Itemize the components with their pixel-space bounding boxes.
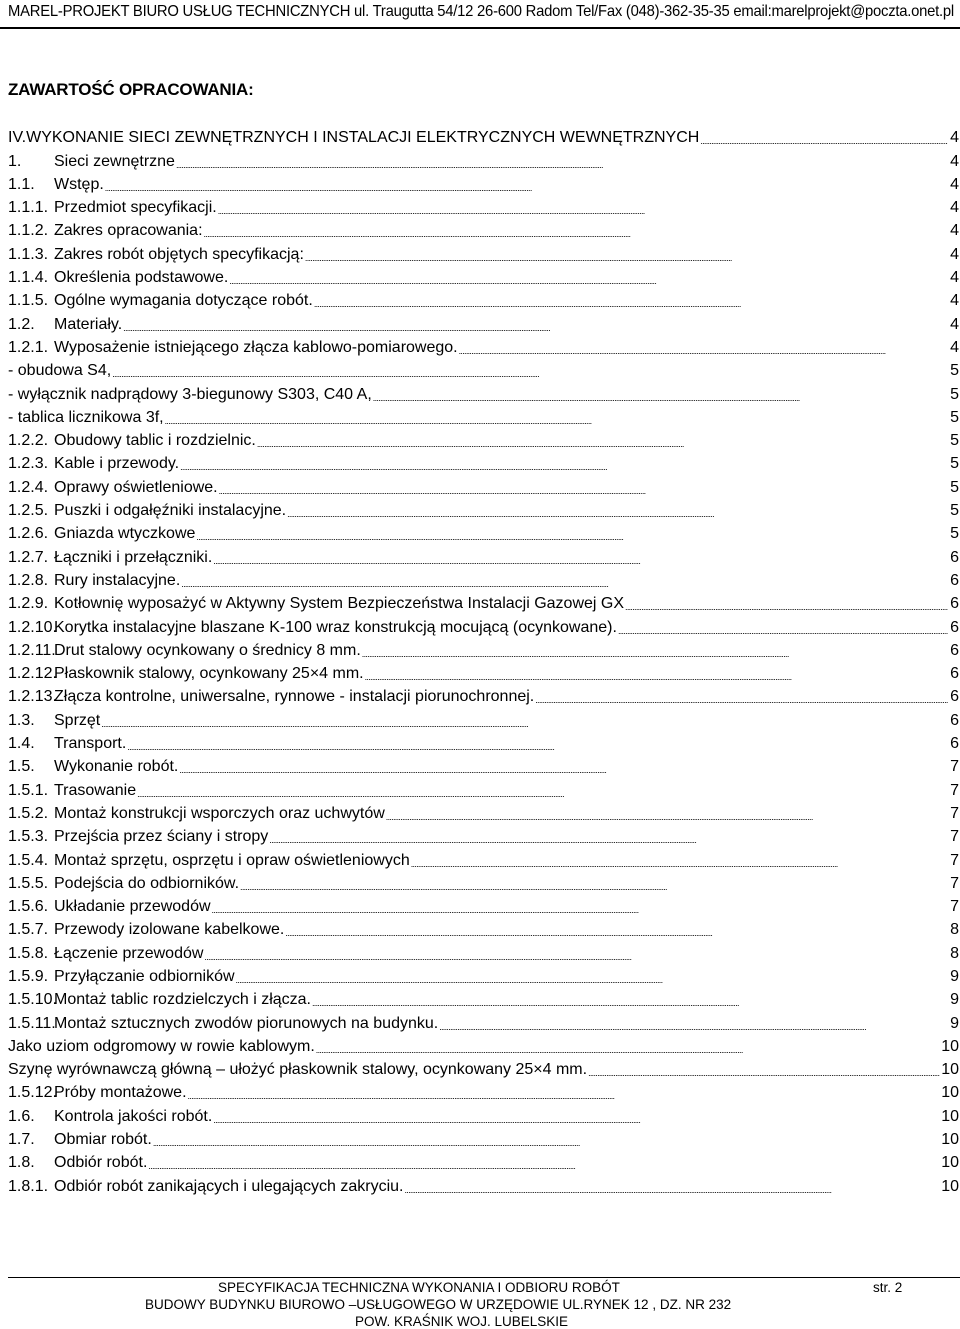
toc-entry-number: 1.7.	[8, 1131, 35, 1149]
footer-divider	[8, 1277, 960, 1278]
toc-dot-leader	[219, 481, 948, 497]
toc-entry-number: 1.2.8.	[8, 571, 49, 589]
toc-dot-leader	[386, 807, 948, 823]
toc-entry-number: 1.6.	[8, 1107, 35, 1125]
toc-entry-title: Przejścia przez ściany i stropy	[54, 828, 269, 846]
footer-line-2: BUDOWY BUDYNKU BIUROWO –USŁUGOWEGO W URZĘDOWIE UL.RYNEK 12 , DZ. NR 232	[145, 1297, 732, 1312]
toc-entry-title: Montaż sztucznych zwodów piorunowych na budynku.	[54, 1014, 439, 1032]
toc-entry-title: Przedmiot specyfikacji.	[54, 199, 217, 217]
toc-entry[interactable]	[8, 870, 959, 893]
toc-dot-leader	[176, 155, 948, 171]
toc-entry[interactable]	[8, 473, 959, 496]
toc-entry-title: Oprawy oświetleniowe.	[54, 478, 218, 496]
toc-entry-number: 1.1.2.	[8, 222, 49, 240]
toc-dot-leader	[405, 1180, 941, 1196]
toc-entry-page: 6	[950, 618, 959, 636]
toc-dot-leader	[218, 201, 948, 217]
toc-dot-leader	[179, 760, 948, 776]
toc-entry-title: IV.WYKONANIE SIECI ZEWNĘTRZNYCH I INSTALACJI ELEKTRYCZNYCH WEWNĘTRZNYCH	[8, 129, 700, 147]
toc-entry-number: 1.2.5.	[8, 502, 49, 520]
toc-entry-number: 1.2.13.	[8, 688, 57, 706]
toc-entry-number: 1.5.	[8, 758, 35, 776]
toc-dot-leader	[257, 434, 948, 450]
toc-entry[interactable]	[8, 264, 959, 287]
toc-entry-page: 7	[950, 874, 959, 892]
toc-entry-title: Transport.	[54, 735, 127, 753]
toc-entry[interactable]	[8, 1102, 959, 1125]
toc-dot-leader	[459, 341, 948, 357]
toc-entry-page: 4	[950, 222, 959, 240]
toc-entry-number: 1.2.12.	[8, 665, 57, 683]
toc-entry[interactable]	[8, 637, 959, 660]
toc-entry-number: 1.2.3.	[8, 455, 49, 473]
toc-entry-title: Obudowy tablic i rozdzielnic.	[54, 432, 256, 450]
toc-entry-page: 10	[941, 1107, 959, 1125]
toc-entry-page: 9	[950, 967, 959, 985]
toc-entry-number: 1.5.2.	[8, 804, 49, 822]
toc-dot-leader	[204, 947, 948, 963]
toc-dot-leader	[188, 1086, 941, 1102]
toc-entry-number: 1.8.1.	[8, 1177, 49, 1195]
toc-entry-number: 1.5.11.	[8, 1014, 56, 1032]
toc-dot-leader	[285, 923, 948, 939]
toc-entry-title: Podejścia do odbiorników.	[54, 874, 240, 892]
toc-entry-title: Sprzęt	[54, 711, 101, 729]
toc-entry-title: Gniazda wtyczkowe	[54, 525, 196, 543]
toc-entry-title: Określenia podstawowe.	[54, 269, 229, 287]
toc-entry-page: 8	[950, 944, 959, 962]
toc-entry-title: Trasowanie	[54, 781, 137, 799]
toc-entry[interactable]	[8, 1172, 959, 1195]
toc-dot-leader	[373, 388, 948, 404]
toc-entry-title: Łączniki i przełączniki.	[54, 548, 213, 566]
header-divider	[0, 27, 960, 29]
toc-entry-page: 10	[941, 1177, 959, 1195]
toc-entry-page: 4	[950, 292, 959, 310]
toc-entry-title: Montaż tablic rozdzielczych i złącza.	[54, 991, 311, 1009]
toc-entry-page: 10	[941, 1061, 959, 1079]
toc-entry-page: 5	[950, 502, 959, 520]
toc-entry-page: 4	[950, 338, 959, 356]
footer-line-1: SPECYFIKACJA TECHNICZNA WYKONANIA I ODBIORU ROBÓT	[218, 1280, 620, 1295]
toc-entry[interactable]	[8, 776, 959, 799]
toc-entry-page: 9	[950, 1014, 959, 1032]
toc-entry-page: 4	[950, 315, 959, 333]
toc-dot-leader	[305, 248, 948, 264]
toc-entry-title: Kotłownię wyposażyć w Aktywny System Bezpieczeństwa Instalacji Gazowej GX	[54, 595, 625, 613]
toc-entry-title: - wyłącznik nadprądowy 3-biegunowy S303, C40 A,	[8, 385, 372, 403]
toc-dot-leader	[535, 690, 948, 706]
toc-dot-leader	[439, 1017, 948, 1033]
toc-entry-page: 5	[950, 385, 959, 403]
toc-entry[interactable]	[8, 497, 959, 520]
toc-entry-number: 1.8.	[8, 1154, 35, 1172]
toc-entry-page: 6	[950, 665, 959, 683]
toc-entry-title: Korytka instalacyjne blaszane K-100 wraz konstrukcją mocującą (ocynkowane).	[54, 618, 617, 636]
toc-entry-number: 1.2.1.	[8, 338, 49, 356]
toc-dot-leader	[240, 877, 948, 893]
toc-entry-page: 10	[941, 1154, 959, 1172]
toc-entry[interactable]	[8, 963, 959, 986]
toc-entry-page: 4	[950, 245, 959, 263]
toc-entry-title: Próby montażowe.	[54, 1084, 187, 1102]
toc-dot-leader	[148, 1156, 940, 1172]
page-number: str. 2	[873, 1280, 903, 1295]
toc-entry[interactable]	[8, 1149, 959, 1172]
toc-entry-number: 1.5.3.	[8, 828, 49, 846]
toc-entry-number: 1.2.9.	[8, 595, 49, 613]
toc-entry-page: 4	[950, 199, 959, 217]
toc-entry-number: 1.	[8, 152, 22, 170]
toc-entry-title: Drut stalowy ocynkowany o średnicy 8 mm.	[54, 641, 361, 659]
toc-entry-page: 5	[950, 408, 959, 426]
toc-entry-number: 1.1.3.	[8, 245, 49, 263]
toc-entry-title: Rury instalacyjne.	[54, 571, 181, 589]
toc-entry-page: 5	[950, 432, 959, 450]
toc-entry[interactable]	[8, 357, 959, 380]
toc-entry[interactable]	[8, 800, 959, 823]
header-company-info: MAREL-PROJEKT BIURO USŁUG TECHNICZNYCH ul. Traugutta 54/12 26-600 Radom Tel/Fax (048)-362-35-35 email:marelprojekt@poczta.onet.pl	[8, 3, 954, 20]
toc-entry-number: 1.5.4.	[8, 851, 49, 869]
toc-entry-page: 7	[950, 804, 959, 822]
toc-entry-page: 7	[950, 851, 959, 869]
toc-entry[interactable]	[8, 753, 959, 776]
toc-entry-page: 6	[950, 688, 959, 706]
toc-entry[interactable]	[8, 380, 959, 403]
toc-entry-title: - tablica licznikowa 3f,	[8, 408, 164, 426]
toc-entry-title: Montaż sprzętu, osprzętu i opraw oświetleniowych	[54, 851, 410, 869]
toc-entry-title: Montaż konstrukcji wsporczych oraz uchwytów	[54, 804, 385, 822]
toc-dot-leader	[105, 178, 948, 194]
toc-entry-number: 1.5.6.	[8, 898, 49, 916]
toc-dot-leader	[365, 667, 948, 683]
toc-dot-leader	[213, 551, 948, 567]
toc-entry-title: Kable i przewody.	[54, 455, 180, 473]
toc-entry-title: Zakres robót objętych specyfikacją:	[54, 245, 304, 263]
footer-line-3: POW. KRAŚNIK WOJ. LUBELSKIE	[355, 1314, 569, 1329]
toc-entry-number: 1.5.12.	[8, 1084, 57, 1102]
toc-entry[interactable]	[8, 1079, 959, 1102]
toc-entry-page: 4	[950, 175, 959, 193]
toc-entry-page: 7	[950, 781, 959, 799]
toc-entry[interactable]	[8, 1056, 959, 1079]
toc-dot-leader	[153, 1133, 940, 1149]
toc-entry-title: Zakres opracowania:	[54, 222, 203, 240]
toc-entry-title: Sieci zewnętrzne	[54, 152, 175, 170]
toc-entry-title: Jako uziom odgromowy w rowie kablowym.	[8, 1037, 315, 1055]
toc-entry-number: 1.5.9.	[8, 967, 49, 985]
toc-entry-page: 6	[950, 548, 959, 566]
toc-entry-number: 1.2.2.	[8, 432, 49, 450]
table-of-contents	[8, 124, 959, 1196]
toc-entry-title: Przyłączanie odbiorników	[54, 967, 235, 985]
toc-entry[interactable]	[8, 1033, 959, 1056]
toc-entry-number: 1.2.11.	[8, 641, 56, 659]
toc-entry-title: Wstęp.	[54, 175, 104, 193]
toc-dot-leader	[181, 574, 948, 590]
toc-dot-leader	[101, 714, 948, 730]
toc-entry-page: 4	[950, 152, 959, 170]
toc-entry-title: Materiały.	[54, 315, 123, 333]
toc-entry[interactable]	[8, 1009, 959, 1032]
toc-dot-leader	[269, 830, 948, 846]
toc-entry-number: 1.5.7.	[8, 921, 49, 939]
toc-entry[interactable]	[8, 520, 959, 543]
toc-entry[interactable]	[8, 613, 959, 636]
toc-entry-page: 5	[950, 525, 959, 543]
toc-entry-title: Złącza kontrolne, uniwersalne, rynnowe - instalacji piorunochronnej.	[54, 688, 535, 706]
toc-dot-leader	[362, 644, 948, 660]
toc-entry-page: 7	[950, 898, 959, 916]
toc-dot-leader	[196, 527, 948, 543]
toc-entry-page: 5	[950, 455, 959, 473]
page-footer	[0, 1280, 960, 1329]
page-header	[0, 0, 960, 24]
toc-entry[interactable]	[8, 194, 959, 217]
toc-dot-leader	[314, 294, 948, 310]
toc-entry[interactable]	[8, 590, 959, 613]
toc-dot-leader	[411, 854, 948, 870]
toc-entry-page: 4	[950, 269, 959, 287]
toc-entry-page: 10	[941, 1131, 959, 1149]
toc-entry[interactable]	[8, 427, 959, 450]
toc-entry-number: 1.5.8.	[8, 944, 49, 962]
toc-entry-number: 1.1.5.	[8, 292, 49, 310]
toc-entry[interactable]	[8, 450, 959, 473]
toc-entry-number: 1.2.6.	[8, 525, 49, 543]
toc-entry[interactable]	[8, 171, 959, 194]
toc-entry-page: 7	[950, 828, 959, 846]
toc-entry[interactable]	[8, 730, 959, 753]
toc-dot-leader	[316, 1040, 940, 1056]
toc-entry[interactable]	[8, 543, 959, 566]
toc-dot-leader	[180, 457, 948, 473]
toc-entry[interactable]	[8, 846, 959, 869]
toc-entry-page: 6	[950, 641, 959, 659]
toc-entry-title: Łączenie przewodów	[54, 944, 204, 962]
toc-entry[interactable]	[8, 939, 959, 962]
toc-dot-leader	[588, 1063, 940, 1079]
toc-entry-page: 7	[950, 758, 959, 776]
toc-entry[interactable]	[8, 334, 959, 357]
toc-dot-leader	[213, 1110, 940, 1126]
toc-entry-title: - obudowa S4,	[8, 362, 112, 380]
toc-entry-page: 5	[950, 362, 959, 380]
toc-entry-number: 1.4.	[8, 735, 35, 753]
toc-entry-page: 6	[950, 595, 959, 613]
toc-dot-leader	[700, 131, 948, 147]
toc-entry-number: 1.2.7.	[8, 548, 49, 566]
toc-dot-leader	[236, 970, 948, 986]
toc-dot-leader	[212, 900, 948, 916]
toc-dot-leader	[618, 621, 948, 637]
toc-entry[interactable]	[8, 404, 959, 427]
toc-entry-number: 1.2.10.	[8, 618, 57, 636]
toc-entry[interactable]	[8, 287, 959, 310]
toc-entry[interactable]	[8, 124, 959, 147]
toc-entry-title: Obmiar robót.	[54, 1131, 152, 1149]
toc-entry-title: Układanie przewodów	[54, 898, 211, 916]
toc-entry[interactable]	[8, 986, 959, 1009]
toc-entry[interactable]	[8, 893, 959, 916]
toc-entry-title: Odbiór robót.	[54, 1154, 148, 1172]
toc-entry-title: Wykonanie robót.	[54, 758, 179, 776]
toc-dot-leader	[312, 993, 948, 1009]
toc-entry-page: 10	[941, 1084, 959, 1102]
toc-entry[interactable]	[8, 683, 959, 706]
toc-entry[interactable]	[8, 217, 959, 240]
toc-entry-title: Przewody izolowane kabelkowe.	[54, 921, 285, 939]
toc-dot-leader	[165, 411, 948, 427]
toc-entry-title: Kontrola jakości robót.	[54, 1107, 213, 1125]
toc-entry-title: Płaskownik stalowy, ocynkowany 25×4 mm.	[54, 665, 364, 683]
toc-dot-leader	[229, 271, 948, 287]
toc-dot-leader	[287, 504, 948, 520]
toc-entry-page: 6	[950, 711, 959, 729]
toc-entry-number: 1.5.1.	[8, 781, 49, 799]
toc-entry[interactable]	[8, 567, 959, 590]
toc-entry-page: 9	[950, 991, 959, 1009]
toc-entry-number: 1.2.	[8, 315, 35, 333]
toc-entry-page: 4	[950, 129, 959, 147]
toc-entry-page: 6	[950, 571, 959, 589]
toc-entry-title: Odbiór robót zanikających i ulegających zakryciu.	[54, 1177, 404, 1195]
toc-entry-title: Wyposażenie istniejącego złącza kablowo-pomiarowego.	[54, 338, 458, 356]
toc-entry[interactable]	[8, 660, 959, 683]
toc-entry-page: 6	[950, 735, 959, 753]
toc-entry-number: 1.3.	[8, 711, 35, 729]
toc-dot-leader	[625, 597, 948, 613]
toc-dot-leader	[137, 784, 948, 800]
toc-entry[interactable]	[8, 916, 959, 939]
toc-dot-leader	[112, 364, 948, 380]
document-title: ZAWARTOŚĆ OPRACOWANIA:	[8, 80, 254, 99]
toc-entry[interactable]	[8, 240, 959, 263]
toc-entry-page: 5	[950, 478, 959, 496]
toc-entry[interactable]	[8, 823, 959, 846]
toc-entry[interactable]	[8, 706, 959, 729]
toc-entry-number: 1.1.4.	[8, 269, 49, 287]
toc-entry-number: 1.5.10.	[8, 991, 57, 1009]
toc-entry[interactable]	[8, 1126, 959, 1149]
toc-entry[interactable]	[8, 310, 959, 333]
toc-dot-leader	[127, 737, 948, 753]
toc-entry-number: 1.2.4.	[8, 478, 49, 496]
toc-dot-leader	[123, 318, 948, 334]
toc-entry-title: Ogólne wymagania dotyczące robót.	[54, 292, 313, 310]
toc-entry[interactable]	[8, 147, 959, 170]
toc-entry-title: Puszki i odgałęźniki instalacyjne.	[54, 502, 287, 520]
toc-entry-number: 1.1.1.	[8, 199, 49, 217]
toc-entry-page: 10	[941, 1037, 959, 1055]
toc-dot-leader	[204, 224, 948, 240]
toc-entry-page: 8	[950, 921, 959, 939]
toc-entry-number: 1.5.5.	[8, 874, 49, 892]
toc-entry-number: 1.1.	[8, 175, 35, 193]
toc-entry-title: Szynę wyrównawczą główną – ułożyć płaskownik stalowy, ocynkowany 25×4 mm.	[8, 1061, 588, 1079]
